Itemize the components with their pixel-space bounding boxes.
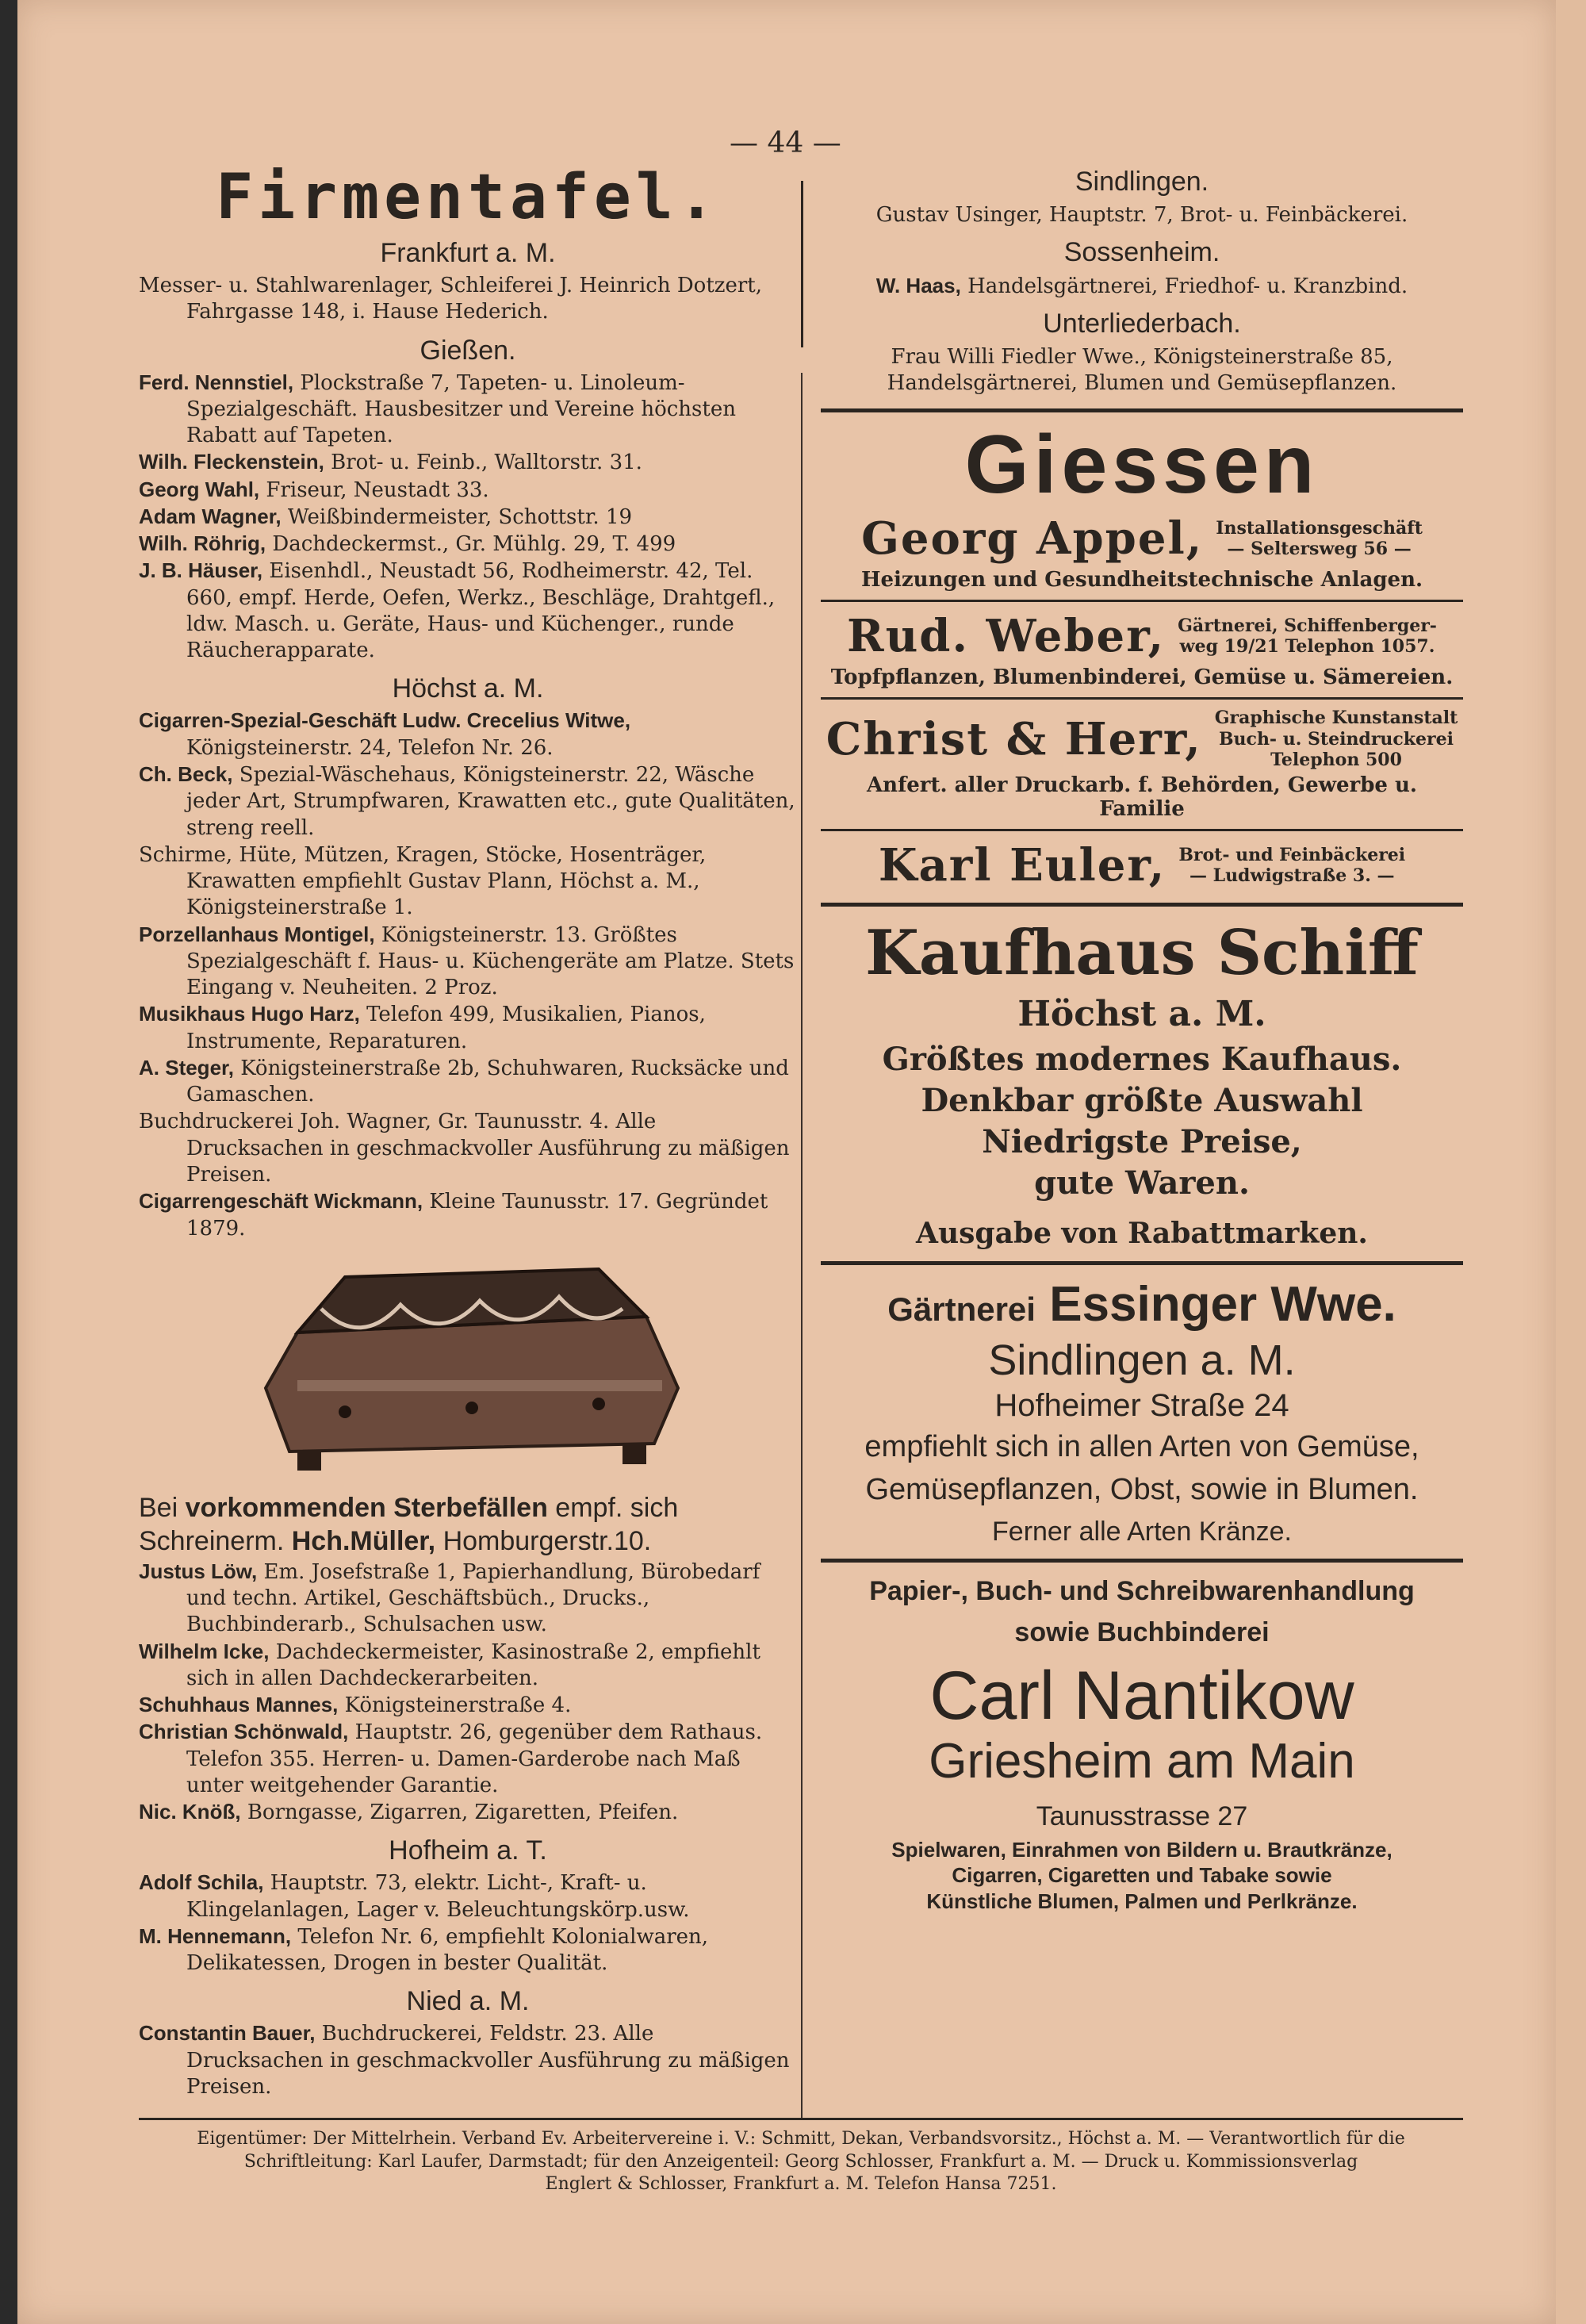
sterbe-text-3: Schreinerm. — [139, 1526, 285, 1557]
directory-entry — [139, 1188, 797, 1242]
entry-name: Cigarren-Spezial-Geschäft Ludw. Crecelius Witwe, — [139, 708, 631, 733]
appel-sub: Heizungen und Gesundheitstechnische Anlagen. — [860, 568, 1423, 593]
entry-text: Telefon 499, Musikalien, Pianos, Instrumente, Reparaturen. — [186, 1003, 706, 1053]
directory-entry — [139, 272, 797, 326]
imprint-line-3: Englert & Schlosser, Frankfurt a. M. Telefon Hansa 7251. — [545, 2174, 1057, 2195]
column-divider — [801, 373, 803, 2118]
entry-name: M. Hennemann, — [139, 1923, 292, 1948]
entry-name: J. B. Häuser, — [139, 558, 263, 583]
nantikow-desc-1: Spielwaren, Einrahmen von Bildern u. Brautkränze, — [891, 1837, 1393, 1862]
entry-text: Telefon Nr. 6, empfiehlt Kolonialwaren, Delikatessen, Drogen in bester Qualität. — [186, 1924, 709, 1976]
entry-name: Adolf Schila, — [139, 1870, 264, 1895]
kaufhaus-title: Kaufhaus Schiff — [865, 917, 1419, 990]
appel-side-1: Installationsgeschäft — [1216, 517, 1423, 539]
entry-name: Christian Schönwald, — [139, 1720, 349, 1744]
nantikow-street: Taunusstrasse 27 — [1036, 1801, 1248, 1831]
city-unterliederbach: Unterliederbach. — [1043, 308, 1241, 339]
nantikow-town: Griesheim am Main — [929, 1733, 1355, 1789]
entry-name: Ch. Beck, — [139, 761, 233, 786]
entry-name: Schuhhaus Mannes, — [139, 1693, 339, 1717]
essinger-title — [821, 1276, 1463, 1333]
directory-entry — [139, 531, 797, 558]
nantikow-desc-3: Künstliche Blumen, Palmen und Perlkränze. — [926, 1889, 1358, 1913]
directory-entry — [139, 1559, 797, 1639]
city-heading: Nied a. M. — [406, 1986, 530, 2017]
city-heading: Frankfurt a. M. — [380, 238, 556, 268]
essinger-line-1: empfiehlt sich in allen Arten von Gemüse, — [864, 1430, 1419, 1464]
weber-sub: Topfpflanzen, Blumenbinderei, Gemüse u. Sämereien. — [830, 665, 1454, 690]
imprint-line-1: Eigentümer: Der Mittelrhein. Verband Ev. Arbeitervereine i. V.: Schmitt, Dekan, Verbandsvorsitz., Höchst a. M. — Verantwortlich für die — [197, 2129, 1405, 2149]
entry-name: Musikhaus Hugo Harz, — [139, 1002, 360, 1026]
entry-text: Spezial-Wäschehaus, Königsteinerstr. 22, Wäsche jeder Art, Strumpfwaren, Krawatten etc., gute Qualitäten, streng reell. — [186, 762, 795, 840]
weber-side — [1178, 616, 1437, 658]
city-heading: Hofheim a. T. — [389, 1835, 547, 1866]
directory-entry — [139, 370, 797, 450]
euler-side-2: — Ludwigstraße 3. — — [1189, 865, 1395, 887]
casket-illustration — [250, 1261, 694, 1475]
kaufhaus-line-1: Größtes modernes Kaufhaus. — [882, 1040, 1402, 1078]
kaufhaus-line-5: Ausgabe von Rabattmarken. — [916, 1216, 1368, 1250]
divider — [821, 903, 1463, 907]
sterbe-bold-1: vorkommenden Sterbefällen — [185, 1492, 548, 1523]
entry-text: Königsteinerstr. 24, Telefon Nr. 26. — [186, 735, 554, 760]
city-heading: Gießen. — [419, 335, 516, 366]
christ-side-3: Telephon 500 — [1270, 749, 1402, 770]
directory-entry — [139, 449, 797, 476]
page-number: — 44 — — [730, 127, 841, 159]
ad-weber — [821, 610, 1463, 662]
entry-text: Hauptstr. 73, elektr. Licht-, Kraft- u. Klingelanlagen, Lager v. Beleuchtungskörp.usw. — [186, 1871, 690, 1922]
euler-side — [1178, 845, 1405, 887]
entry-text: Königsteinerstraße 2b, Schuhwaren, Rucksäcke und Gamaschen. — [186, 1056, 789, 1107]
entry-text: Plockstraße 7, Tapeten- u. Linoleum-Spezialgeschäft. Hausbesitzer und Vereine höchsten Rabatt auf Tapeten. — [186, 370, 736, 448]
euler-name: Karl Euler, — [878, 839, 1167, 892]
essinger-line-3: Ferner alle Arten Kränze. — [992, 1517, 1292, 1547]
entry-haas-name: W. Haas, — [875, 273, 961, 297]
page-edge — [1556, 0, 1586, 2324]
entry-name: Wilh. Fleckenstein, — [139, 450, 324, 474]
nantikow-line-2: sowie Buchbinderei — [1014, 1617, 1270, 1648]
christ-name: Christ & Herr, — [826, 712, 1202, 765]
ad-euler — [821, 839, 1463, 892]
directory-entry — [139, 2020, 797, 2100]
entry-name: Porzellanhaus Montigel, — [139, 922, 375, 946]
directory-title: Firmentafel. — [216, 162, 720, 233]
city-sossenheim: Sossenheim. — [1063, 236, 1220, 267]
divider — [821, 1559, 1463, 1563]
entry-text: Dachdeckermst., Gr. Mühlg. 29, T. 499 — [272, 532, 676, 557]
entry-text: Kleine Taunusstr. 17. Gegründet 1879. — [186, 1190, 768, 1241]
directory-entry — [139, 1639, 797, 1693]
entry-name: A. Steger, — [139, 1055, 234, 1080]
essinger-line-2: Gemüsepflanzen, Obst, sowie in Blumen. — [865, 1472, 1419, 1506]
entry-text: Buchdruckerei, Feldstr. 23. Alle Drucksachen in geschmackvoller Ausführung zu mäßigen Preisen. — [186, 2022, 790, 2100]
weber-name: Rud. Weber, — [847, 610, 1166, 663]
sterbefall-line-2 — [139, 1524, 797, 1559]
christ-side-2: Buch- u. Steindruckerei — [1218, 728, 1454, 750]
divider — [821, 600, 1463, 602]
entry-name: Justus Löw, — [139, 1559, 258, 1583]
directory-entry — [139, 1923, 797, 1977]
divider — [821, 408, 1463, 412]
kaufhaus-line-2: Denkbar größte Auswahl — [921, 1081, 1363, 1119]
column-divider-top — [801, 181, 803, 347]
essinger-town: Sindlingen a. M. — [988, 1336, 1296, 1385]
entry-name: Wilh. Röhrig, — [139, 531, 266, 556]
nantikow-name: Carl Nantikow — [929, 1657, 1354, 1734]
directory-entry — [139, 761, 797, 842]
entry-text: Brot- u. Feinb., Walltorstr. 31. — [331, 451, 642, 475]
essinger-street: Hofheimer Straße 24 — [994, 1388, 1289, 1424]
essinger-name: Essinger Wwe. — [1049, 1276, 1396, 1332]
christ-side — [1215, 708, 1458, 770]
entry-text: Königsteinerstr. 13. Größtes Spezialgeschäft f. Haus- u. Küchengeräte am Platze. Stets Eingang v. Neuheiten. 2 Proz. — [186, 922, 795, 1000]
ad-christ-herr — [821, 708, 1463, 770]
city-heading: Höchst a. M. — [392, 673, 544, 704]
entry-text: Hauptstr. 26, gegenüber dem Rathaus. Telefon 355. Herren- u. Damen-Garderobe nach Maß unter weitgehender Garantie. — [186, 1720, 763, 1797]
entry-text: Borngasse, Zigarren, Zigaretten, Pfeifen. — [247, 1801, 679, 1825]
right-column — [821, 167, 1463, 1914]
christ-side-1: Graphische Kunstanstalt — [1214, 708, 1458, 729]
imprint-line-2: Schriftleitung: Karl Laufer, Darmstadt; für den Anzeigenteil: Georg Schlosser, Frankfurt a. M. — Druck u. Kommissionsverlag — [243, 2151, 1358, 2172]
sterbe-text-1: Bei — [139, 1492, 178, 1523]
entry-name: Ferd. Nennstiel, — [139, 370, 294, 394]
entry-usinger: Gustav Usinger, Hauptstr. 7, Brot- u. Feinbäckerei. — [875, 203, 1408, 227]
appel-side-2: — Seltersweg 56 — — [1227, 539, 1412, 560]
directory-entry — [139, 1870, 797, 1923]
left-sections — [139, 238, 797, 1242]
entry-text: Friseur, Neustadt 33. — [266, 477, 489, 502]
appel-name: Georg Appel, — [861, 512, 1204, 566]
nantikow-line-1: Papier-, Buch- und Schreibwarenhandlung — [869, 1576, 1415, 1607]
directory-entry — [139, 477, 797, 504]
appel-side — [1216, 518, 1423, 560]
entry-name: Adam Wagner, — [139, 504, 282, 528]
sterbe-text-2: empf. sich — [555, 1492, 679, 1523]
ad-appel — [821, 512, 1463, 565]
kaufhaus-line-3: Niedrigste Preise, — [982, 1122, 1302, 1160]
kaufhaus-line-4: gute Waren. — [1034, 1164, 1250, 1202]
essinger-pre: Gärtnerei — [887, 1290, 1036, 1328]
directory-entry — [139, 1692, 797, 1719]
sterbefall-line-1 — [139, 1491, 797, 1525]
directory-entry — [139, 708, 797, 761]
euler-side-1: Brot- und Feinbäckerei — [1178, 844, 1406, 865]
sterbe-text-4: Homburgerstr.10. — [442, 1526, 652, 1557]
sterbe-bold-2: Hch.Müller, — [291, 1526, 436, 1557]
directory-entry — [139, 1719, 797, 1799]
entry-haas-text: Handelsgärtnerei, Friedhof- u. Kranzbind. — [967, 274, 1408, 298]
entry-name: Constantin Bauer, — [139, 2021, 316, 2046]
directory-entry — [139, 922, 797, 1002]
weber-side-2: weg 19/21 Telephon 1057. — [1179, 636, 1435, 658]
entry-text: Eisenhdl., Neustadt 56, Rodheimerstr. 42, Tel. 660, empf. Herde, Oefen, Werkz., Beschläge, Drahtgefl., ldw. Masch. u. Geräte, Haus- und Küchenger., runde Räucherapparate. — [186, 559, 776, 663]
city-sindlingen: Sindlingen. — [1075, 167, 1209, 197]
directory-entry — [139, 1108, 797, 1188]
weber-side-1: Gärtnerei, Schiffenberger- — [1178, 615, 1437, 636]
divider — [821, 1261, 1463, 1265]
divider — [821, 697, 1463, 700]
entry-text: Em. Josefstraße 1, Papierhandlung, Bürobedarf und techn. Artikel, Geschäftsbüch., Drucks., Buchbinderarb., Schulsachen usw. — [186, 1559, 760, 1637]
kaufhaus-town: Höchst a. M. — [1017, 994, 1266, 1035]
entry-name: Nic. Knöß, — [139, 1800, 241, 1824]
divider — [821, 829, 1463, 831]
directory-entry — [139, 558, 797, 664]
left-column — [139, 162, 797, 2100]
directory-entry — [139, 504, 797, 531]
directory-entry — [139, 1055, 797, 1109]
entry-name: Wilhelm Icke, — [139, 1639, 270, 1663]
imprint-footer — [139, 2118, 1463, 2196]
entry-text: Weißbindermeister, Schottstr. 19 — [287, 504, 633, 529]
entry-text: Königsteinerstraße 4. — [344, 1693, 572, 1718]
nantikow-desc-2: Cigarren, Cigaretten und Tabake sowie — [952, 1863, 1332, 1888]
christ-sub: Anfert. aller Druckarb. f. Behörden, Gewerbe u. Familie — [867, 773, 1417, 822]
entry-haas — [821, 273, 1463, 301]
left-sections-lower — [139, 1559, 797, 2101]
entry-name: Cigarrengeschäft Wickmann, — [139, 1189, 423, 1214]
directory-entry — [139, 1001, 797, 1055]
entry-fiedler: Frau Willi Fiedler Wwe., Königsteinerstraße 85, Handelsgärtnerei, Blumen und Gemüsepflanzen. — [887, 344, 1397, 396]
directory-entry — [139, 842, 797, 922]
giessen-heading: Giessen — [964, 419, 1320, 512]
entry-text: Buchdruckerei Joh. Wagner, Gr. Taunusstr. 4. Alle Drucksachen in geschmackvoller Ausführung zu mäßigen Preisen. — [139, 1110, 790, 1187]
entry-text: Dachdeckermeister, Kasinostraße 2, empfiehlt sich in allen Dachdeckerarbeiten. — [186, 1639, 760, 1690]
entry-text: Schirme, Hüte, Mützen, Kragen, Stöcke, Hosenträger, Krawatten empfiehlt Gustav Plann, Höchst a. M., Königsteinerstraße 1. — [139, 842, 707, 920]
entry-name: Georg Wahl, — [139, 477, 260, 501]
entry-text: Messer- u. Stahlwarenlager, Schleiferei J. Heinrich Dotzert, Fahrgasse 148, i. Hause Hederich. — [139, 274, 763, 324]
directory-entry — [139, 1799, 797, 1826]
